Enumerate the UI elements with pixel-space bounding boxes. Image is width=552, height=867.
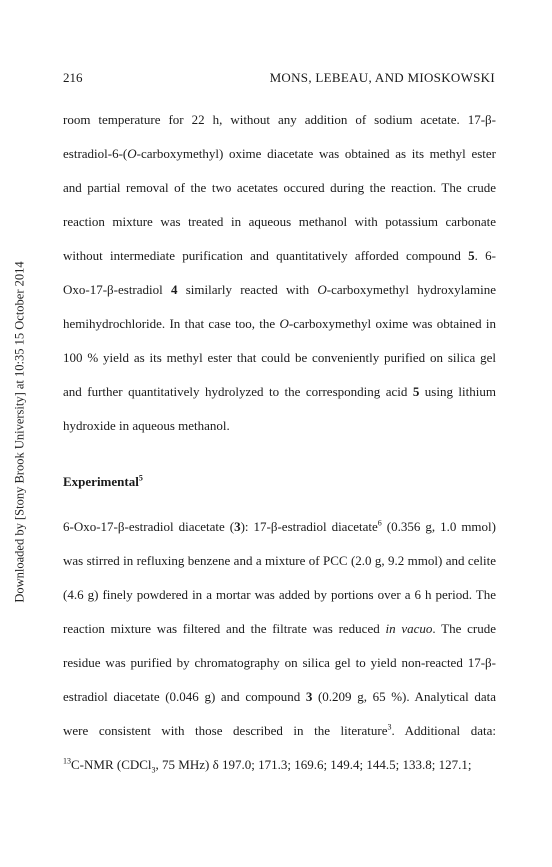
text-line: estradiol diacetate (0.046 g) and compound 3 (0.209 g, 65 %). Analytical data	[63, 689, 496, 704]
text-line: reaction mixture was filtered and the filtrate was reduced in vacuo. The crude	[63, 621, 496, 636]
footnote-ref: 5	[138, 473, 143, 483]
page-number: 216	[63, 70, 83, 85]
text-line: and partial removal of the two acetates occured during the reaction. The crude	[63, 180, 496, 195]
text-line: (4.6 g) finely powdered in a mortar was added by portions over a 6 h period. The	[63, 587, 496, 602]
text-line: $^{13}$C-NMR (CDCl$_3$, 75 MHz) δ 197.0; 171.3; 169.6; 149.4; 144.5; 133.8; 127.1;	[63, 756, 472, 775]
text-line: reaction mixture was treated in aqueous methanol with potassium carbonate	[63, 214, 496, 229]
text-line: residue was purified by chromatography on silica gel to yield non-reacted 17-β-	[63, 655, 496, 670]
text-line: without intermediate purification and quantitatively afforded compound 5. 6-	[63, 248, 496, 263]
text-line: 6-Oxo-17-β-estradiol diacetate (3): 17-β-estradiol diacetate$^6$ (0.356 g, 1.0 mmol)	[63, 518, 496, 534]
section-heading-text: Experimental	[63, 474, 139, 489]
text-line: hemihydrochloride. In that case too, the O-carboxymethyl oxime was obtained in	[63, 316, 496, 331]
text-line: Oxo-17-β-estradiol 4 similarly reacted with O-carboxymethyl hydroxylamine	[63, 282, 496, 297]
footnote-ref: 3	[387, 722, 392, 732]
text-line: were consistent with those described in the literature$^3$. Additional data:	[63, 722, 496, 738]
text-line: estradiol-6-(O-carboxymethyl) oxime diacetate was obtained as its methyl ester	[63, 146, 496, 161]
text-line: 100 % yield as its methyl ester that could be conveniently purified on silica gel	[63, 350, 496, 365]
footnote-ref: 6	[377, 518, 382, 528]
section-heading	[63, 474, 143, 490]
text-line: and further quantitatively hydrolyzed to the corresponding acid 5 using lithium	[63, 384, 496, 399]
text-line: was stirred in refluxing benzene and a mixture of PCC (2.0 g, 9.2 mmol) and celite	[63, 553, 496, 568]
download-watermark: Downloaded by [Stony Brook University] at 10:35 15 October 2014	[12, 261, 27, 603]
text-line: hydroxide in aqueous methanol.	[63, 418, 230, 433]
text-line: room temperature for 22 h, without any addition of sodium acetate. 17-β-	[63, 112, 496, 127]
running-head: MONS, LEBEAU, AND MIOSKOWSKI	[269, 70, 495, 85]
